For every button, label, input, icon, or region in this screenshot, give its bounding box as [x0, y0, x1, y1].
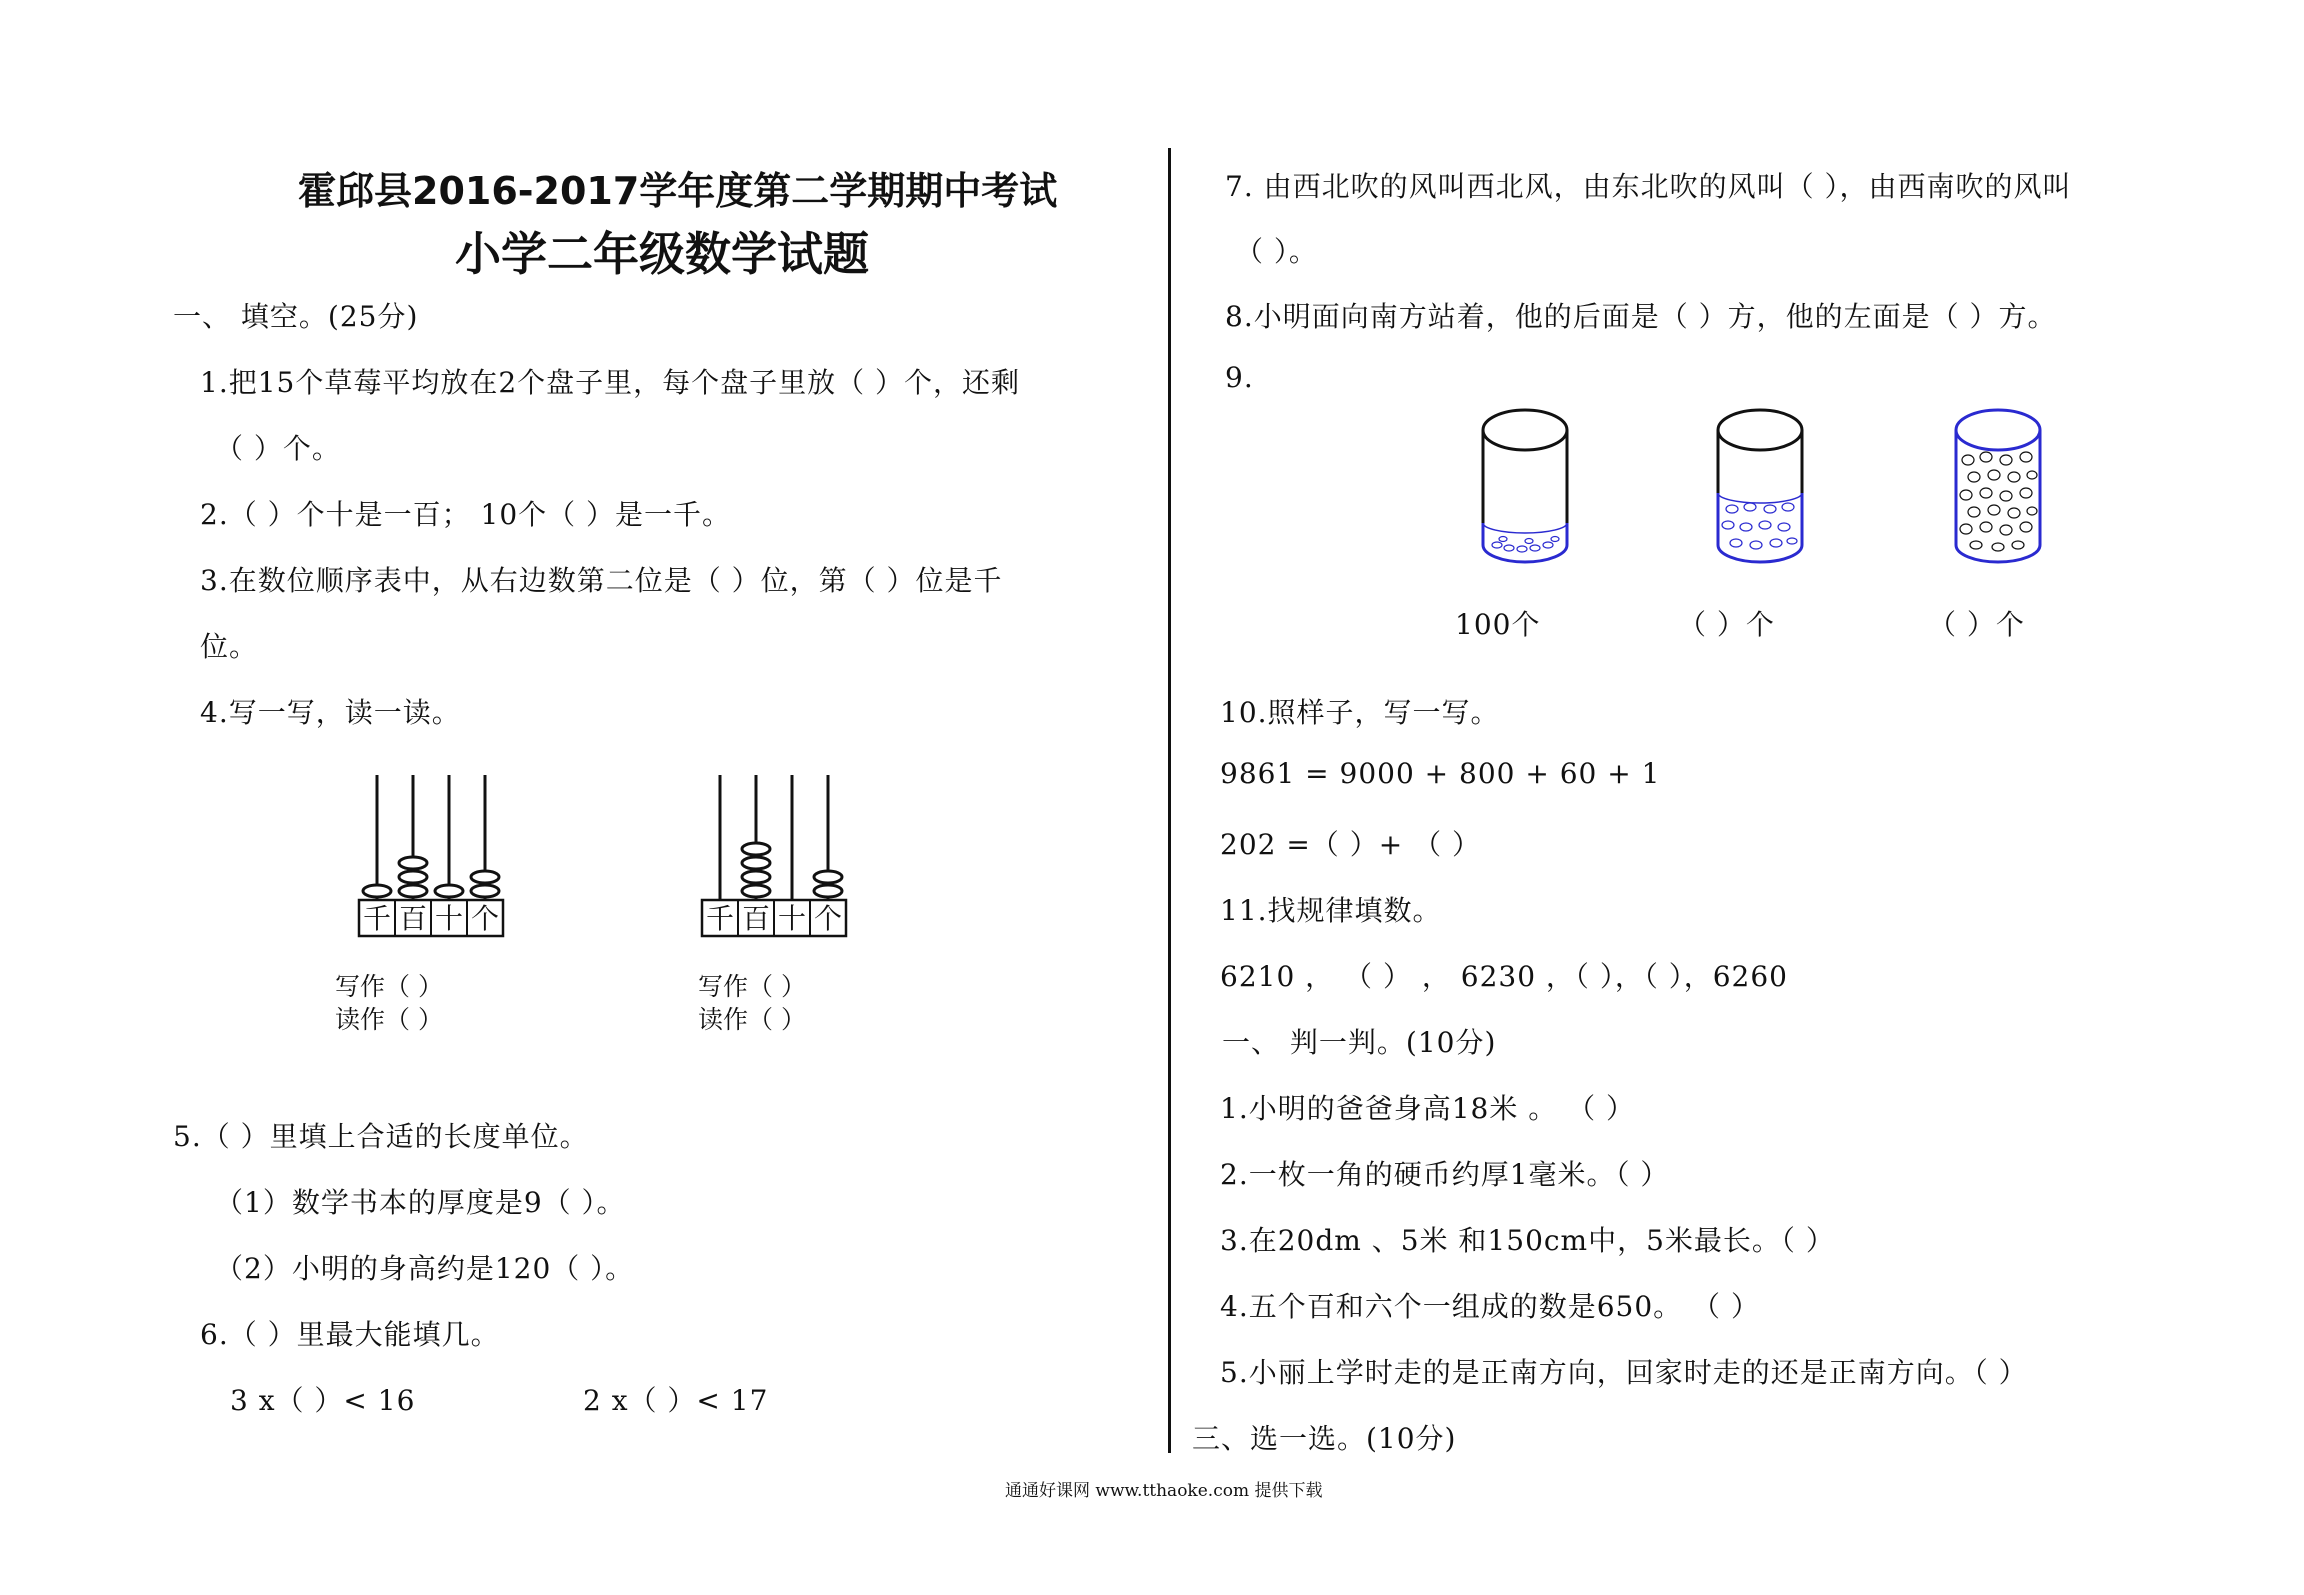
- jar-2-figure: [1710, 405, 1810, 570]
- abacus-1-write-label: 写作（ ）: [335, 972, 443, 1001]
- question-7-line-2: （ ）。: [1235, 235, 1318, 268]
- abacus-bead: [742, 857, 770, 869]
- question-8: 8.小明面向南方站着，他的后面是（ ）方，他的左面是（ ）方。: [1225, 300, 2057, 333]
- abacus-place-label: 个: [470, 902, 500, 935]
- question-5: 5.（ ）里填上合适的长度单位。: [173, 1120, 589, 1153]
- abacus-place-label: 千: [362, 902, 392, 935]
- jar-3-label: （ ）个: [1928, 608, 2025, 641]
- abacus-place-label: 百: [741, 902, 771, 935]
- question-3-line-2: 位。: [200, 630, 259, 663]
- question-7-line-1: 7. 由西北吹的风叫西北风，由东北吹的风叫（ ），由西南吹的风叫: [1225, 170, 2072, 203]
- judge-4: 4.五个百和六个一组成的数是650。 （ ）: [1220, 1290, 1760, 1323]
- abacus-bead: [471, 871, 499, 883]
- question-1-line-1: 1.把15个草莓平均放在2个盘子里，每个盘子里放（ ）个，还剩: [200, 366, 1021, 399]
- question-9: 9.: [1225, 361, 1254, 394]
- abacus-bead: [471, 885, 499, 897]
- abacus-2-read-label: 读作（ ）: [698, 1005, 806, 1034]
- abacus-bead: [435, 885, 463, 897]
- question-3-line-1: 3.在数位顺序表中，从右边数第二位是（ ）位，第（ ）位是千: [200, 564, 1003, 597]
- abacus-1-read-label: 读作（ ）: [335, 1005, 443, 1034]
- judge-1: 1.小明的爸爸身高18米 。 （ ）: [1220, 1092, 1636, 1125]
- abacus-place-label: 个: [813, 902, 843, 935]
- question-4: 4.写一写，读一读。: [200, 696, 461, 729]
- question-10-task: 202 =（ ）+ （ ）: [1220, 828, 1481, 861]
- abacus-place-label: 十: [434, 902, 464, 935]
- exam-subtitle: 小学二年级数学试题: [455, 227, 869, 281]
- section-fill-in-heading: 一、 填空。(25分): [173, 300, 419, 333]
- question-11: 11.找规律填数。: [1220, 894, 1442, 927]
- abacus-bead: [814, 885, 842, 897]
- question-5-part-2: （2）小明的身高约是120（ ）。: [215, 1252, 635, 1285]
- abacus-place-label: 百: [398, 902, 428, 935]
- footer-source: 通通好课网 www.tthaoke.com 提供下载: [1005, 1481, 1323, 1501]
- question-11-sequence: 6210 ， （ ） ， 6230 ，（ ），（ ），6260: [1220, 960, 1788, 993]
- judge-2: 2.一枚一角的硬币约厚1毫米。（ ）: [1220, 1158, 1670, 1191]
- abacus-figure-2: [698, 770, 858, 945]
- question-10: 10.照样子，写一写。: [1220, 696, 1500, 729]
- question-6: 6.（ ）里最大能填几。: [200, 1318, 500, 1351]
- question-2: 2.（ ）个十是一百； 10个（ ）是一千。: [200, 498, 732, 531]
- question-6-expression-b: 2 x（ ）< 17: [583, 1384, 769, 1417]
- jar-2-label: （ ）个: [1678, 608, 1775, 641]
- abacus-place-label: 千: [705, 902, 735, 935]
- abacus-figure-1: [355, 770, 515, 945]
- question-5-part-1: （1）数学书本的厚度是9（ ）。: [215, 1186, 626, 1219]
- question-10-example: 9861 = 9000 + 800 + 60 + 1: [1220, 757, 1661, 790]
- column-divider: [1168, 148, 1171, 1453]
- jar-3-figure: [1948, 405, 2048, 570]
- judge-3: 3.在20dm 、5米 和150cm中，5米最长。（ ）: [1220, 1224, 1835, 1257]
- abacus-2-write-label: 写作（ ）: [698, 972, 806, 1001]
- jar-1-label: 100个: [1455, 608, 1541, 641]
- abacus-bead: [399, 857, 427, 869]
- abacus-bead: [399, 885, 427, 897]
- abacus-bead: [742, 843, 770, 855]
- judge-5: 5.小丽上学时走的是正南方向，回家时走的还是正南方向。（ ）: [1220, 1356, 2028, 1389]
- abacus-bead: [814, 871, 842, 883]
- abacus-bead: [742, 871, 770, 883]
- question-1-line-2: （ ）个。: [215, 432, 341, 465]
- section-judge-heading: 一、 判一判。(10分): [1222, 1026, 1497, 1059]
- jar-1-figure: [1475, 405, 1575, 570]
- question-6-expression-a: 3 x（ ）< 16: [230, 1384, 416, 1417]
- abacus-bead: [742, 885, 770, 897]
- abacus-place-label: 十: [777, 902, 807, 935]
- abacus-bead: [399, 871, 427, 883]
- section-choose-heading: 三、选一选。(10分): [1192, 1422, 1457, 1455]
- exam-title: 霍邱县2016-2017学年度第二学期期中考试: [298, 169, 1058, 213]
- abacus-bead: [363, 885, 391, 897]
